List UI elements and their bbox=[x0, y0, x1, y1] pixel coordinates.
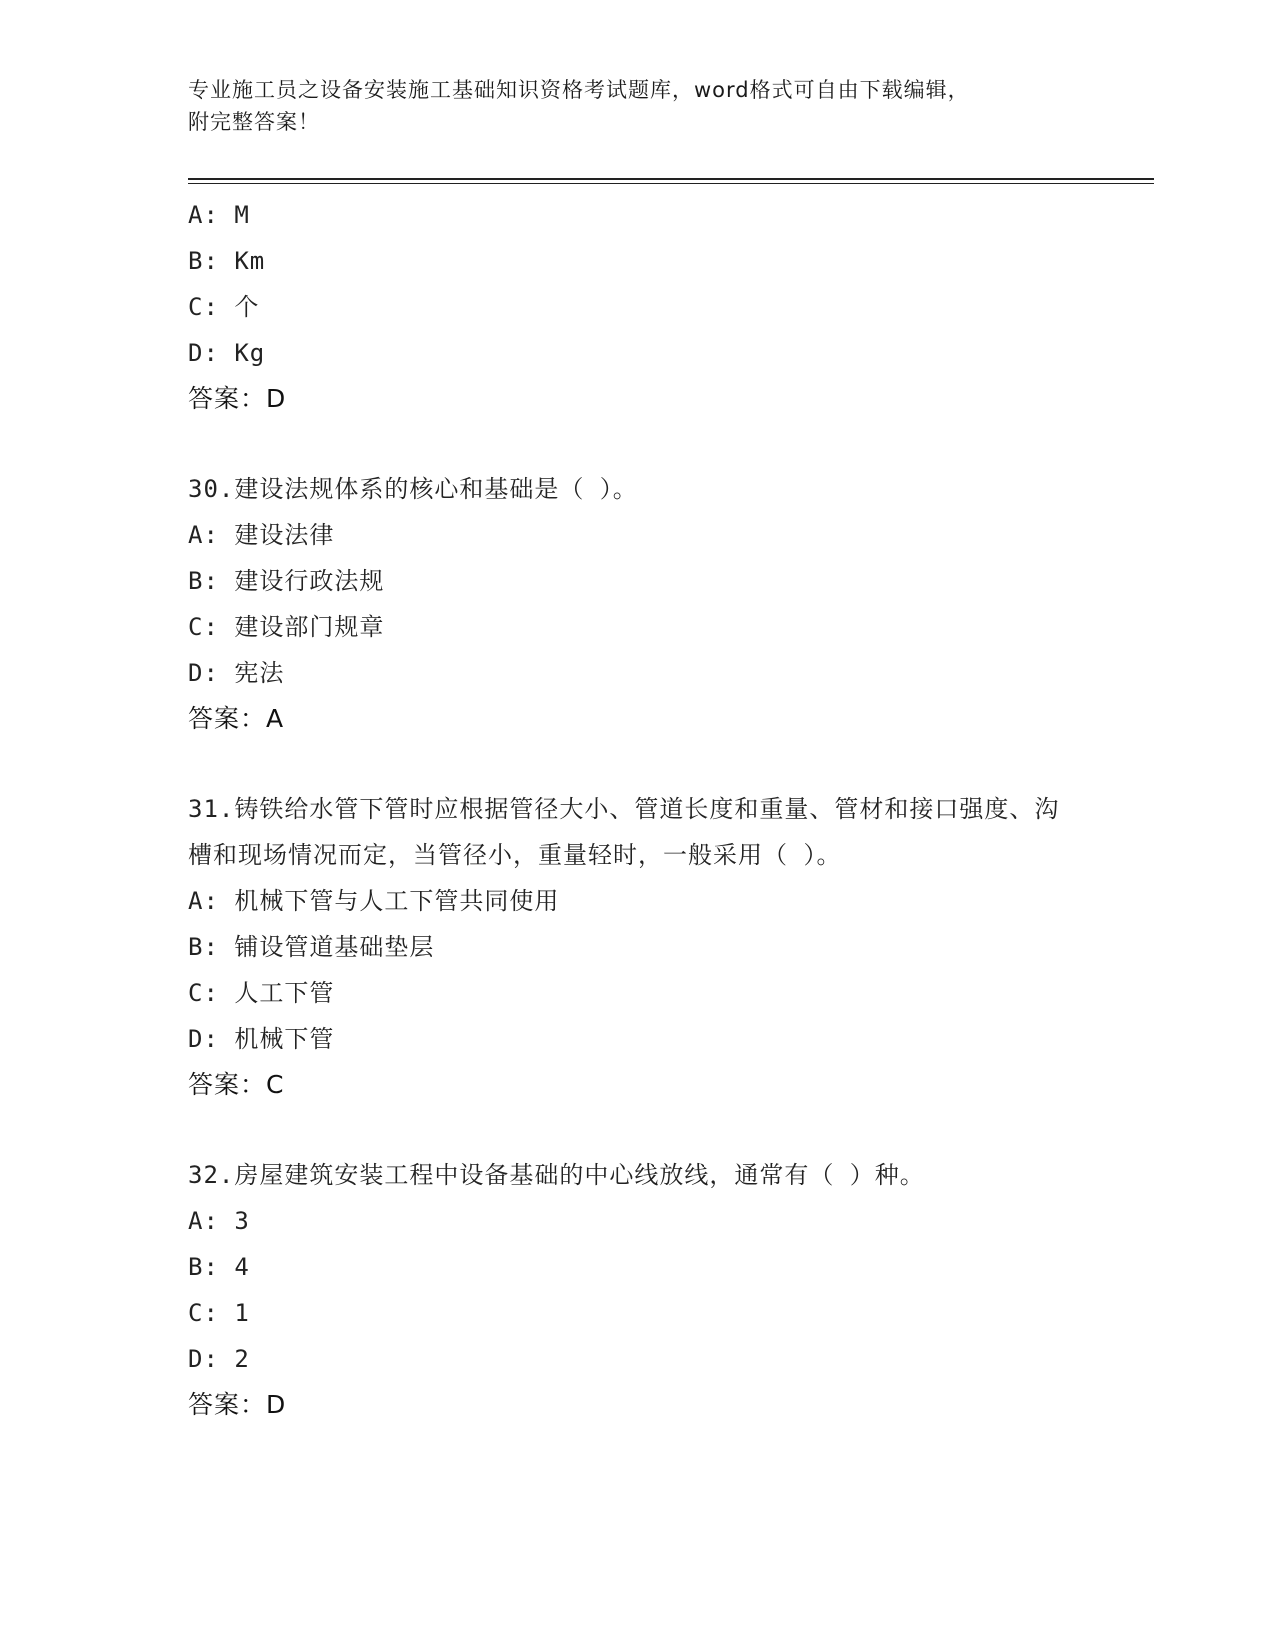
answer-line: 答案：D bbox=[188, 384, 287, 413]
question-block-29 bbox=[188, 192, 1148, 422]
option-c: C: 个 bbox=[188, 293, 260, 321]
header-divider-thin bbox=[188, 183, 1154, 184]
question-block-32 bbox=[188, 1152, 1148, 1428]
option-c: C: 1 bbox=[188, 1299, 250, 1327]
answer-line: 答案：A bbox=[188, 704, 285, 733]
header-line-1: 专业施工员之设备安装施工基础知识资格考试题库，word格式可自由下载编辑， bbox=[188, 78, 970, 102]
option-a: A: 3 bbox=[188, 1207, 250, 1235]
answer-line: 答案：D bbox=[188, 1390, 287, 1419]
question-block-30 bbox=[188, 466, 1148, 742]
option-a: A: M bbox=[188, 201, 250, 229]
option-a: A: 建设法律 bbox=[188, 521, 335, 549]
option-d: D: 2 bbox=[188, 1345, 250, 1373]
spacer bbox=[188, 742, 1148, 786]
document-header bbox=[188, 74, 1088, 138]
option-b: B: 4 bbox=[188, 1253, 250, 1281]
option-d: D: 机械下管 bbox=[188, 1025, 335, 1053]
option-c: C: 建设部门规章 bbox=[188, 613, 385, 641]
option-b: B: Km bbox=[188, 247, 266, 275]
option-a: A: 机械下管与人工下管共同使用 bbox=[188, 887, 560, 915]
spacer bbox=[188, 1108, 1148, 1152]
option-b: B: 铺设管道基础垫层 bbox=[188, 933, 435, 961]
question-block-31 bbox=[188, 786, 1148, 1108]
question-list bbox=[188, 192, 1148, 1428]
spacer bbox=[188, 422, 1148, 466]
option-c: C: 人工下管 bbox=[188, 979, 335, 1007]
question-stem: 32.房屋建筑安装工程中设备基础的中心线放线，通常有（ ）种。 bbox=[188, 1161, 925, 1189]
option-b: B: 建设行政法规 bbox=[188, 567, 385, 595]
option-d: D: Kg bbox=[188, 339, 266, 367]
answer-line: 答案：C bbox=[188, 1070, 285, 1099]
header-divider-thick bbox=[188, 178, 1154, 180]
question-stem: 31.铸铁给水管下管时应根据管径大小、管道长度和重量、管材和接口强度、沟槽和现场情况而定，当管径小，重量轻时，一般采用（ ）。 bbox=[188, 795, 1060, 869]
header-line-2: 附完整答案！ bbox=[188, 110, 320, 134]
question-stem: 30.建设法规体系的核心和基础是（ ）。 bbox=[188, 475, 638, 503]
option-d: D: 宪法 bbox=[188, 659, 285, 687]
